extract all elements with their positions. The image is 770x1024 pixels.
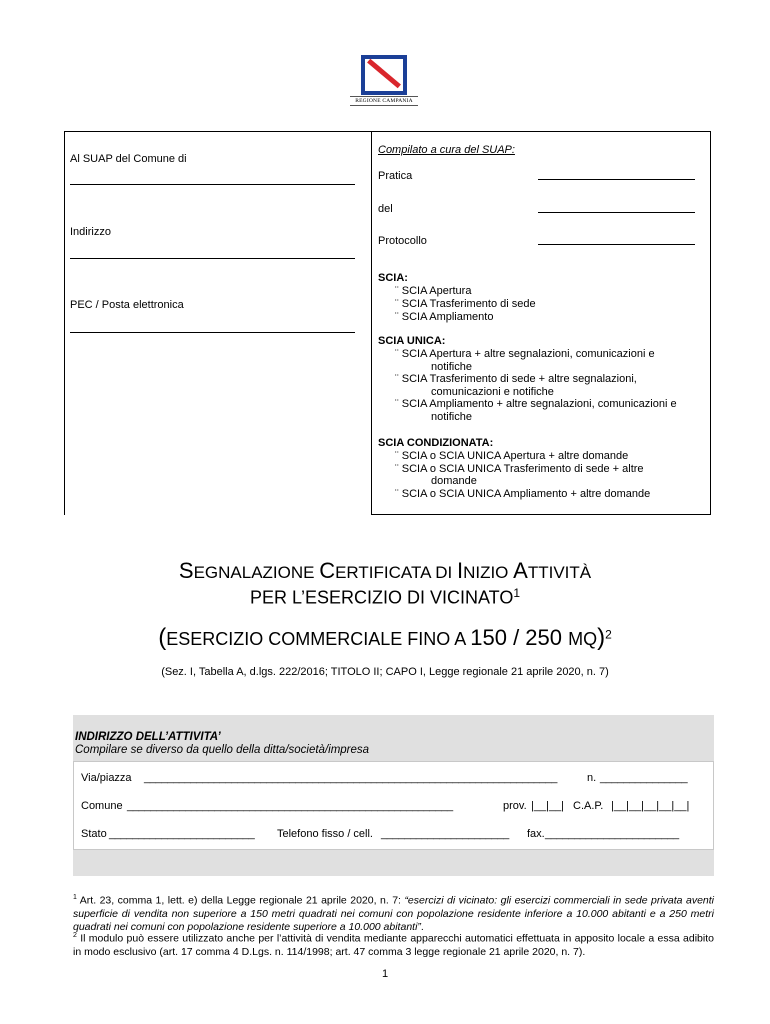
checkbox-icon[interactable]: ¨: [395, 285, 399, 297]
stato-field[interactable]: _________________________: [109, 828, 255, 840]
scia-unica-option-ampliamento[interactable]: ¨ SCIA Ampliamento + altre segnalazioni, comunicazioni e notifiche: [395, 398, 677, 423]
fax-label: fax.: [527, 828, 545, 840]
address-heading: INDIRIZZO DELL’ATTIVITA’: [75, 731, 221, 743]
scia-option-trasferimento[interactable]: ¨ SCIA Trasferimento di sede: [395, 298, 536, 310]
scia-condizionata-title: SCIA CONDIZIONATA:: [378, 437, 494, 449]
scia-cond-option-trasferimento[interactable]: ¨ SCIA o SCIA UNICA Trasferimento di sede + altre domande: [395, 462, 644, 488]
logo-caption: REGIONE CAMPANIA: [350, 96, 418, 106]
scia-unica-option-trasferimento[interactable]: ¨ SCIA Trasferimento di sede + altre segnalazioni, comunicazioni e notifiche: [395, 373, 637, 398]
pec-field[interactable]: [70, 332, 355, 333]
comune-label: Comune: [81, 800, 123, 812]
via-field[interactable]: _______________________________________________________________________: [144, 772, 558, 784]
checkbox-icon[interactable]: ¨: [395, 348, 399, 360]
scia-cond-option-apertura[interactable]: ¨ SCIA o SCIA UNICA Apertura + altre domande: [395, 450, 629, 462]
document-subtitle: (Sez. I, Tabella A, d.lgs. 222/2016; TITOLO II; CAPO I, Legge regionale 21 aprile 2020, n. 7): [161, 666, 609, 678]
checkbox-icon[interactable]: ¨: [395, 450, 399, 462]
scia-title: SCIA:: [378, 272, 408, 284]
pratica-label: Pratica: [378, 170, 413, 182]
pratica-field[interactable]: [538, 179, 695, 180]
checkbox-icon[interactable]: ¨: [395, 311, 399, 323]
scia-condizionata-options: [395, 450, 705, 500]
prov-label: prov.: [503, 800, 527, 812]
document-title-line3: (ESERCIZIO COMMERCIALE FINO A 150 / 250 MQ)$^2$: [158, 624, 612, 651]
scia-options: [395, 285, 536, 324]
page-number: 1: [381, 968, 389, 980]
protocollo-label: Protocollo: [378, 235, 427, 247]
cap-field[interactable]: |__|__|__|__|__|: [611, 800, 690, 812]
suap-label: Al SUAP del Comune di: [70, 153, 187, 165]
scia-cond-option-ampliamento[interactable]: ¨ SCIA o SCIA UNICA Ampliamento + altre domande: [395, 487, 651, 500]
numero-field[interactable]: _______________: [600, 772, 688, 784]
pec-label: PEC / Posta elettronica: [70, 299, 184, 311]
scia-unica-title: SCIA UNICA:: [378, 335, 446, 347]
checkbox-icon[interactable]: ¨: [395, 373, 399, 386]
protocollo-field[interactable]: [538, 244, 695, 245]
document-title-line2: PER L’ESERCIZIO DI VICINATO$^1$: [249, 586, 521, 608]
via-label: Via/piazza: [81, 772, 132, 784]
scia-unica-options: [395, 348, 705, 424]
checkbox-icon[interactable]: ¨: [395, 487, 399, 500]
document-title-line1: SEGNALAZIONE CERTIFICATA DI INIZIO ATTIVITÀ: [178, 558, 592, 583]
checkbox-icon[interactable]: ¨: [395, 298, 399, 310]
indirizzo-field[interactable]: [70, 258, 355, 259]
scia-unica-option-apertura[interactable]: ¨ SCIA Apertura + altre segnalazioni, comunicazioni e notifiche: [395, 348, 655, 373]
del-label: del: [378, 203, 393, 215]
numero-label: n.: [587, 772, 597, 784]
suap-box-header: Compilato a cura del SUAP:: [378, 144, 515, 156]
scia-option-apertura[interactable]: ¨ SCIA Apertura: [395, 285, 472, 297]
scia-option-ampliamento[interactable]: ¨ SCIA Ampliamento: [395, 311, 494, 323]
prov-field[interactable]: |__|__|: [531, 800, 565, 812]
indirizzo-label: Indirizzo: [70, 226, 111, 238]
telefono-field[interactable]: ______________________: [381, 828, 509, 840]
cap-label: C.A.P.: [573, 800, 604, 812]
recipient-box: [64, 131, 372, 515]
del-field[interactable]: [538, 212, 695, 213]
comune-field[interactable]: ________________________________________________________: [127, 800, 453, 812]
address-subheading: Compilare se diverso da quello della ditta/società/impresa: [75, 744, 370, 756]
footnote-1: $^1$ Art. 23, comma 1, lett. e) della Legge regionale 21 aprile 2020, n. 7: “esercizi di vicinato: gli esercizi commerciali in sede privata aventi superficie di vendita non superiore a 150 metri quadrati nei comuni con popolazione residente inferiore a 10.000 abitanti e a 250 metri quadrati nei comuni con popolazione residente superiore a 10.000 abitanti”.: [73, 894, 714, 933]
checkbox-icon[interactable]: ¨: [395, 398, 399, 411]
regione-campania-logo: [350, 55, 418, 110]
fax-field[interactable]: _______________________: [545, 828, 679, 840]
checkbox-icon[interactable]: ¨: [395, 462, 399, 475]
stato-label: Stato: [81, 828, 107, 840]
telefono-label: Telefono fisso / cell.: [277, 828, 373, 840]
footnote-2: $^2$ Il modulo può essere utilizzato anche per l’attività di vendita mediante apparecchi automatici effettuata in apposito locale a essa adibito in modo esclusivo (art. 17 comma 4 D.Lgs. n. 114/1998; art. 47 comma 3 legge regionale 21 aprile 2020, n. 7).: [73, 932, 714, 958]
suap-comune-field[interactable]: [70, 184, 355, 185]
